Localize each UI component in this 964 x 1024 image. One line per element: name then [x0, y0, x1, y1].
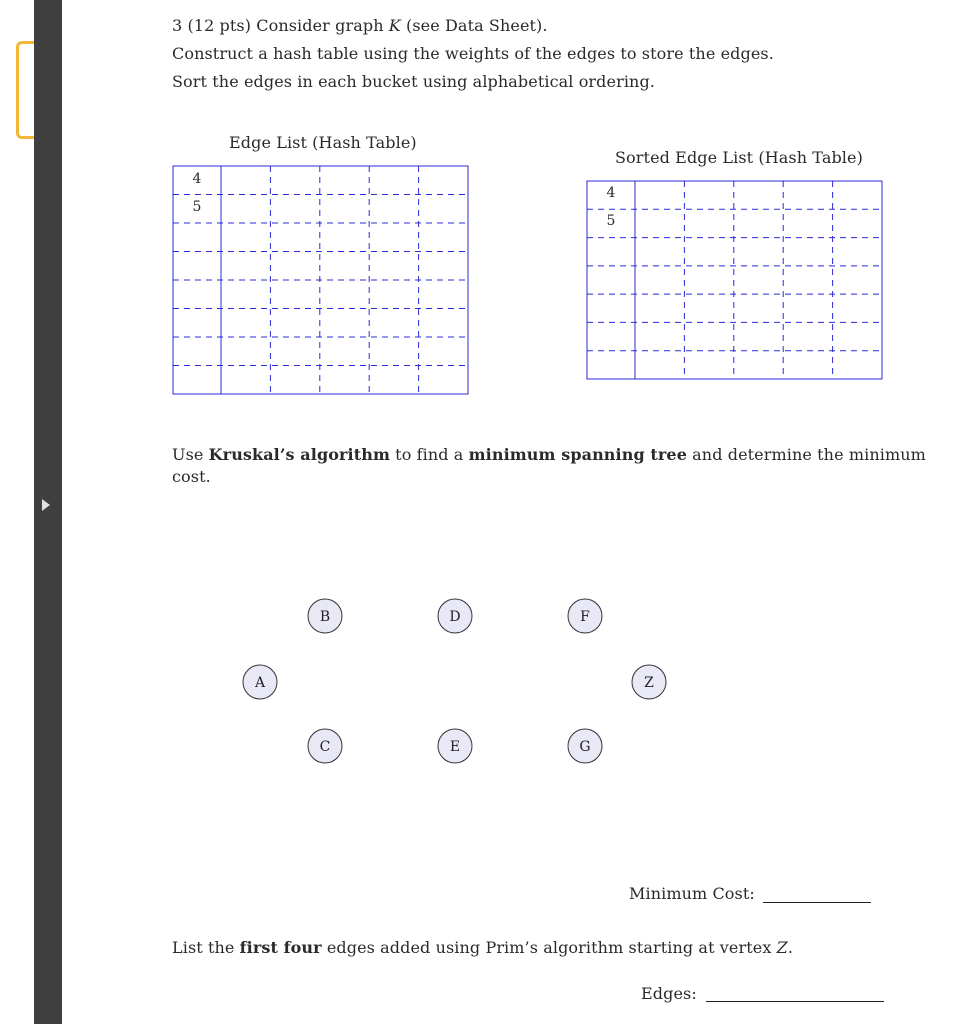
edges-label: Edges: [641, 984, 697, 1003]
prim-instruction [172, 938, 793, 957]
node-f-label: F [580, 609, 590, 625]
sorted-edge-list-table[interactable] [587, 181, 882, 379]
question-header-tail: (see Data Sheet). [406, 16, 548, 35]
minimum-cost-label: Minimum Cost: [629, 884, 755, 903]
edge-list-row-label-4: 4 [192, 171, 202, 187]
kruskal-text-2: to find a [395, 445, 464, 464]
prim-text-1: List the [172, 938, 235, 957]
prim-text-2: edges added using Prim’s algorithm starting at vertex [326, 938, 772, 957]
prim-period: . [787, 938, 794, 957]
minimum-cost-answer-line[interactable] [763, 902, 871, 903]
question-number-text: 3 (12 pts) Consider graph [172, 16, 384, 35]
prim-bold: first four [239, 938, 322, 957]
node-g-label: G [579, 739, 591, 755]
sorted-border [587, 181, 882, 379]
node-d-label: D [449, 609, 461, 625]
node-z-label: Z [644, 675, 654, 691]
edges-answer-line[interactable] [706, 1001, 884, 1002]
edge-list-title: Edge List (Hash Table) [229, 133, 417, 152]
kruskal-text-1: Use [172, 445, 204, 464]
sorted-row-label-4: 4 [606, 185, 616, 201]
kruskal-instruction-cont: cost. [172, 467, 211, 486]
node-a-label: A [254, 675, 266, 691]
kruskal-bold-1: Kruskal’s algorithm [208, 445, 390, 464]
graph-name: K [388, 16, 401, 35]
prim-vertex: Z [776, 938, 788, 957]
kruskal-text-3: and determine the minimum [692, 445, 926, 464]
edge-list-row-label-5: 5 [192, 199, 202, 215]
kruskal-bold-2: minimum spanning tree [468, 445, 687, 464]
question-line-3: Sort the edges in each bucket using alphabetical ordering. [172, 72, 655, 91]
node-c-label: C [319, 739, 331, 755]
graph-k-nodes [243, 599, 666, 763]
node-b-label: B [319, 609, 331, 625]
kruskal-instruction [172, 445, 926, 464]
sorted-edge-list-title: Sorted Edge List (Hash Table) [615, 148, 863, 167]
node-e-label: E [449, 739, 461, 755]
question-line-2: Construct a hash table using the weights of the edges to store the edges. [172, 44, 774, 63]
sorted-row-label-5: 5 [606, 213, 616, 229]
